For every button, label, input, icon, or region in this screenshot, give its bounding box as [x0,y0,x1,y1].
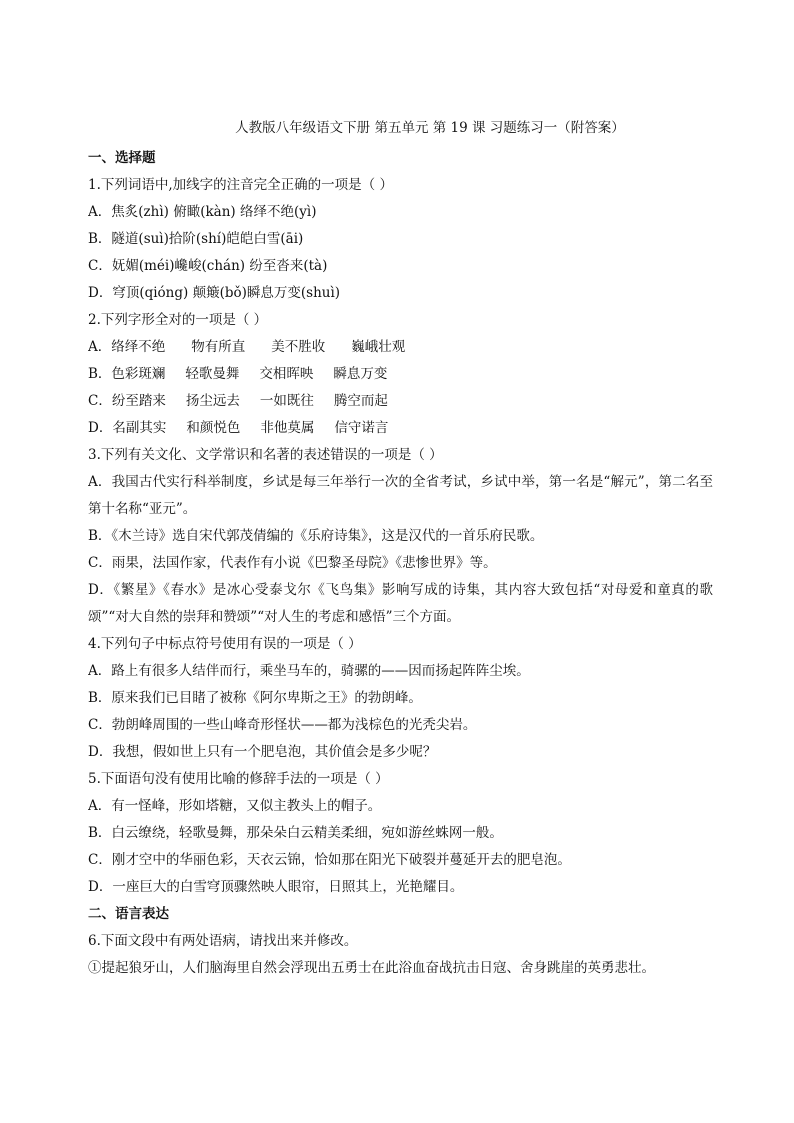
question-5-stem: 5.下面语句没有使用比喻的修辞手法的一项是（ ） [88,771,389,787]
question-6-stem: 6.下面文段中有两处语病，请找出来并修改。 [88,933,358,949]
question-3-option-c: C．雨果，法国作家，代表作有小说《巴黎圣母院》《悲惨世界》等。 [88,555,497,571]
question-4-option-d: D．我想，假如世上只有一个肥皂泡，其价值会是多少呢？ [88,744,437,760]
question-5-option-b: B．白云缭绕，轻歌曼舞，那朵朵白云精美柔细，宛如游丝蛛网一般。 [88,825,503,841]
question-5-option-d: D．一座巨大的白雪穹顶骤然映人眼帘，日照其上，光艳耀目。 [88,879,464,895]
question-2-option-d: D．名副其实 和颜悦色 非他莫属 信守诺言 [88,420,389,436]
question-4-option-b: B．原来我们已目睹了被称《阿尔卑斯之王》的勃朗峰。 [88,690,422,706]
question-1-option-d: D．穹顶(qióng) 颠簸(bǒ)瞬息万变(shuì) [88,285,341,301]
question-2-option-a: A．络绎不绝 物有所直 美不胜收 巍峨壮观 [88,339,406,355]
question-1-stem: 1.下列词语中,加线字的注音完全正确的一项是（ ） [88,177,393,193]
question-1-option-b: B．隧道(suì)拾阶(shí)皑皑白雪(āi) [88,231,304,247]
question-4-option-c: C．勃朗峰周围的一些山峰奇形怪状——都为浅棕色的光秃尖岩。 [88,717,477,733]
question-2-option-b: B．色彩斑斓 轻歌曼舞 交相晖映 瞬息万变 [88,366,388,382]
question-3-option-a: A．我国古代实行科举制度，乡试是每三年举行一次的全省考试，乡试中举，第一名是“解元”，第二名至第十名称“亚元”。 [88,474,713,517]
question-3-option-b: B．《木兰诗》选自宋代郭茂倩编的《乐府诗集》，这是汉代的一首乐府民歌。 [88,528,544,544]
question-4-option-a: A．路上有很多人结伴而行，乘坐马车的，骑骡的——因而扬起阵阵尘埃。 [88,663,530,679]
question-6-sentence-1: ①提起狼牙山，人们脑海里自然会浮现出五勇士在此浴血奋战抗击日寇、舍身跳崖的英勇悲壮。 [88,960,655,976]
question-5-option-a: A．有一怪峰，形如塔糖，又似主教头上的帽子。 [88,798,382,814]
page-title: 人教版八年级语文下册 第五单元 第 19 课 习题练习一（附答案） [235,120,625,136]
question-2-option-c: C．纷至踏来 扬尘远去 一如既往 腾空而起 [88,393,388,409]
section-heading-choice: 一、选择题 [88,150,156,166]
section-heading-language: 二、语言表达 [88,906,169,922]
question-1-option-a: A．焦炙(zhì) 俯瞰(kàn) 络绎不绝(yì) [88,204,317,220]
question-5-option-c: C．刚才空中的华丽色彩，天衣云锦，恰如那在阳光下破裂并蔓延开去的肥皂泡。 [88,852,571,868]
question-4-stem: 4.下列句子中标点符号使用有误的一项是（ ） [88,636,362,652]
question-1-option-c: C．妩媚(méi)巉峻(chán) 纷至沓来(tà) [88,258,328,274]
document-body [88,145,713,982]
question-2-stem: 2.下列字形全对的一项是（ ） [88,312,268,328]
question-3-stem: 3.下列有关文化、文学常识和名著的表述错误的一项是（ ） [88,447,443,463]
question-3-option-d: D．《繁星》《春水》是冰心受泰戈尔《飞鸟集》影响写成的诗集，其内容大致包括“对母爱和童真的歌颂”“对大自然的崇拜和赞颂”“对人生的考虑和感悟”三个方面。 [88,582,713,625]
